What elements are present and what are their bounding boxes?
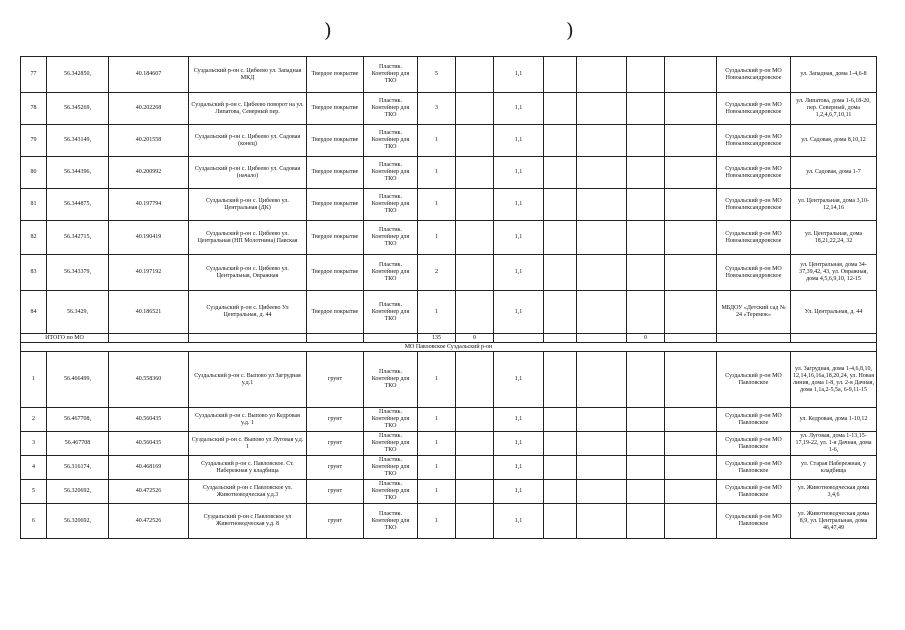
table-row (21, 291, 877, 334)
address-cell: Суздальский р-он с. Цибеево поворот на ул. Липатова, Северный пер. (189, 93, 307, 125)
address-cell: Суздальский р-он с. Выпово ул Луговая у.д. 1 (189, 432, 307, 456)
empty-cell-cell (456, 408, 494, 432)
container-volume-cell: 1,1 (494, 189, 544, 221)
container-type-cell: Пластик. Контейнер для ТКО (364, 157, 418, 189)
latitude-cell: 56.467708 (47, 432, 109, 456)
empty-cell-cell (627, 221, 665, 255)
container-count-cell: 1 (418, 221, 456, 255)
empty-cell-cell (544, 57, 577, 93)
empty-cell-cell (577, 125, 627, 157)
empty-cell-cell (577, 408, 627, 432)
served-objects-cell: Ул. Центральная, д. 44 (791, 291, 877, 334)
empty-cell-cell (577, 291, 627, 334)
latitude-cell: 56.344396, (47, 157, 109, 189)
container-type-cell: Пластик. Контейнер для ТКО (364, 125, 418, 157)
container-volume-cell: 1,1 (494, 255, 544, 291)
address-cell: Суздальский р-он с. Цибеево ул. Садовая (начало) (189, 157, 307, 189)
row-number-cell: 81 (21, 189, 47, 221)
empty-cell-cell (665, 57, 717, 93)
served-objects-cell: ул. Садовая, дома 8,10,12 (791, 125, 877, 157)
container-volume-cell: 1,1 (494, 157, 544, 189)
surface-cell: грунт (307, 504, 364, 539)
longitude-cell: 40.186521 (109, 291, 189, 334)
row-number-cell: 3 (21, 432, 47, 456)
container-type-cell: Пластик. Контейнер для ТКО (364, 456, 418, 480)
empty-cell-cell (544, 408, 577, 432)
empty-cell-cell (665, 125, 717, 157)
empty-cell-cell (665, 456, 717, 480)
empty-cell-cell (577, 352, 627, 408)
empty-cell (544, 334, 577, 343)
empty-cell-cell (627, 93, 665, 125)
empty-cell-cell (627, 408, 665, 432)
empty-cell-cell (456, 221, 494, 255)
latitude-cell: 56.343379, (47, 255, 109, 291)
binder-mark-left: ) (324, 18, 332, 42)
surface-cell: грунт (307, 408, 364, 432)
owner-cell: Суздальский р-он МО Павловское (717, 480, 791, 504)
empty-cell-cell (544, 255, 577, 291)
container-type-cell: Пластик. Контейнер для ТКО (364, 504, 418, 539)
section-title: МО Павловское Суздальский р-он (21, 343, 877, 352)
owner-cell: Суздальский р-он МО Новоалександровское (717, 57, 791, 93)
section-header-row (21, 343, 877, 352)
empty-cell-cell (627, 504, 665, 539)
empty-cell-cell (544, 432, 577, 456)
address-cell: Суздальский р-он с. Цибеево ул. Центральная (НП Молотнина) Павская (189, 221, 307, 255)
total-label: ИТОГО по МО (21, 334, 109, 343)
container-type-cell: Пластик. Контейнер для ТКО (364, 480, 418, 504)
empty-cell-cell (627, 456, 665, 480)
empty-cell-cell (665, 432, 717, 456)
empty-cell-cell (544, 189, 577, 221)
row-number-cell: 78 (21, 93, 47, 125)
container-volume-cell: 1,1 (494, 125, 544, 157)
address-cell: Суздальский р-он с. Цибеево ул. Центральная (ДК) (189, 189, 307, 221)
served-objects-cell: ул. Западная, дома 1-4,6-8 (791, 57, 877, 93)
container-volume-cell: 1,1 (494, 221, 544, 255)
total-zero-2: 0 (627, 334, 665, 343)
empty-cell-cell (456, 157, 494, 189)
longitude-cell: 40.560435 (109, 432, 189, 456)
empty-cell-cell (456, 504, 494, 539)
container-count-cell: 5 (418, 57, 456, 93)
owner-cell: Суздальский р-он МО Павловское (717, 504, 791, 539)
address-cell: Суздальский р-он с. Выпово ул Кедровая у.д. 1 (189, 408, 307, 432)
latitude-cell: 56.320692, (47, 480, 109, 504)
container-count-cell: 1 (418, 125, 456, 157)
table-row (21, 456, 877, 480)
owner-cell: Суздальский р-он МО Павловское (717, 456, 791, 480)
empty-cell-cell (456, 57, 494, 93)
empty-cell-cell (627, 189, 665, 221)
empty-cell (577, 334, 627, 343)
empty-cell-cell (544, 157, 577, 189)
empty-cell-cell (665, 189, 717, 221)
served-objects-cell: ул. Луговая, дома 1-13,15-17,19-22, ул. 1-я Дачная, дома 1-6, (791, 432, 877, 456)
empty-cell-cell (456, 189, 494, 221)
row-number-cell: 80 (21, 157, 47, 189)
surface-cell: грунт (307, 352, 364, 408)
empty-cell-cell (456, 291, 494, 334)
binder-mark-right: ) (566, 18, 574, 42)
owner-cell: Суздальский р-он МО Павловское (717, 408, 791, 432)
container-volume-cell: 1,1 (494, 352, 544, 408)
latitude-cell: 56.344875, (47, 189, 109, 221)
longitude-cell: 40.558360 (109, 352, 189, 408)
empty-cell-cell (544, 93, 577, 125)
container-volume-cell: 1,1 (494, 408, 544, 432)
empty-cell-cell (577, 432, 627, 456)
latitude-cell: 56.343149, (47, 125, 109, 157)
empty-cell-cell (456, 352, 494, 408)
container-count-cell: 1 (418, 291, 456, 334)
address-cell: Суздальский р-он с Павловское ул. Животноводческая у.д.3 (189, 480, 307, 504)
address-cell: Суздальский р-он с. Выпово ул Загрудная у.д.1 (189, 352, 307, 408)
empty-cell-cell (665, 221, 717, 255)
served-objects-cell: ул. Старая Набережная, у кладбища (791, 456, 877, 480)
longitude-cell: 40.202268 (109, 93, 189, 125)
row-number-cell: 4 (21, 456, 47, 480)
table-row (21, 432, 877, 456)
owner-cell: Суздальский р-он МО Павловское (717, 352, 791, 408)
served-objects-cell: ул. Центральная, дома 18,21,22,24, 32 (791, 221, 877, 255)
container-count-cell: 1 (418, 189, 456, 221)
container-count-cell: 1 (418, 456, 456, 480)
latitude-cell: 56.320692, (47, 504, 109, 539)
longitude-cell: 40.472526 (109, 480, 189, 504)
empty-cell-cell (665, 255, 717, 291)
owner-cell: Суздальский р-он МО Новоалександровское (717, 93, 791, 125)
container-type-cell: Пластик. Контейнер для ТКО (364, 432, 418, 456)
empty-cell-cell (665, 157, 717, 189)
container-volume-cell: 1,1 (494, 504, 544, 539)
waste-sites-table (20, 56, 877, 539)
address-cell: Суздальский р-он с. Цибеево Ул Центральная, д. 44 (189, 291, 307, 334)
owner-cell: Суздальский р-он МО Новоалександровское (717, 157, 791, 189)
table-row (21, 189, 877, 221)
served-objects-cell: ул. Загрудная, дома 1-4,6,8,10, 12,14,16,16а,18,20,24, ул. Новая линия, дома 1-8, ул. 2-я Дачная, дома 1,1а,2-5,5а, 6-9,11-15 (791, 352, 877, 408)
empty-cell-cell (665, 352, 717, 408)
row-number-cell: 83 (21, 255, 47, 291)
row-number-cell: 77 (21, 57, 47, 93)
total-zero-1: 0 (456, 334, 494, 343)
owner-cell: Суздальский р-он МО Новоалександровское (717, 125, 791, 157)
owner-cell: МБДОУ «Детский сад № 24 «Теремок» (717, 291, 791, 334)
empty-cell-cell (544, 125, 577, 157)
container-volume-cell: 1,1 (494, 291, 544, 334)
empty-cell (791, 334, 877, 343)
empty-cell-cell (665, 480, 717, 504)
container-count-cell: 1 (418, 480, 456, 504)
container-volume-cell: 1,1 (494, 57, 544, 93)
longitude-cell: 40.200992 (109, 157, 189, 189)
surface-cell: грунт (307, 432, 364, 456)
container-count-cell: 1 (418, 432, 456, 456)
empty-cell-cell (577, 504, 627, 539)
empty-cell-cell (577, 221, 627, 255)
longitude-cell: 40.468169 (109, 456, 189, 480)
container-volume-cell: 1,1 (494, 93, 544, 125)
address-cell: Суздальский р-он с Павловское ул Животноводческая у.д. 8 (189, 504, 307, 539)
container-volume-cell: 1,1 (494, 480, 544, 504)
empty-cell-cell (627, 255, 665, 291)
empty-cell (665, 334, 717, 343)
surface-cell: Твердое покрытие (307, 255, 364, 291)
table-row (21, 221, 877, 255)
container-count-cell: 1 (418, 157, 456, 189)
longitude-cell: 40.197794 (109, 189, 189, 221)
latitude-cell: 56.3429, (47, 291, 109, 334)
table-row (21, 504, 877, 539)
container-type-cell: Пластик. Контейнер для ТКО (364, 57, 418, 93)
container-type-cell: Пластик. Контейнер для ТКО (364, 291, 418, 334)
table-row (21, 57, 877, 93)
empty-cell-cell (627, 480, 665, 504)
empty-cell-cell (627, 57, 665, 93)
empty-cell-cell (544, 291, 577, 334)
surface-cell: Твердое покрытие (307, 93, 364, 125)
row-number-cell: 6 (21, 504, 47, 539)
longitude-cell: 40.190419 (109, 221, 189, 255)
empty-cell-cell (627, 291, 665, 334)
latitude-cell: 56.466499, (47, 352, 109, 408)
empty-cell-cell (577, 480, 627, 504)
total-row (21, 334, 877, 343)
surface-cell: Твердое покрытие (307, 157, 364, 189)
table-row (21, 480, 877, 504)
row-number-cell: 1 (21, 352, 47, 408)
empty-cell-cell (456, 93, 494, 125)
address-cell: Суздальский р-он с. Цибеево ул. Садовая (конец) (189, 125, 307, 157)
container-type-cell: Пластик. Контейнер для ТКО (364, 221, 418, 255)
row-number-cell: 2 (21, 408, 47, 432)
empty-cell-cell (577, 456, 627, 480)
empty-cell-cell (627, 157, 665, 189)
served-objects-cell: ул. Садовая, дома 1-7 (791, 157, 877, 189)
empty-cell (189, 334, 307, 343)
container-count-cell: 3 (418, 93, 456, 125)
empty-cell-cell (544, 352, 577, 408)
container-volume-cell: 1,1 (494, 456, 544, 480)
empty-cell-cell (665, 291, 717, 334)
empty-cell-cell (577, 93, 627, 125)
address-cell: Суздальский р-он с. Цибеево ул. Центральная, Овражная (189, 255, 307, 291)
container-volume-cell: 1,1 (494, 432, 544, 456)
table-row (21, 93, 877, 125)
row-number-cell: 84 (21, 291, 47, 334)
latitude-cell: 56.316174, (47, 456, 109, 480)
served-objects-cell: ул. Центральная, дома 34-37,39,42, 43, ул. Овражная, дома 4,5,6,9,10, 12-15 (791, 255, 877, 291)
longitude-cell: 40.197192 (109, 255, 189, 291)
latitude-cell: 56.342715, (47, 221, 109, 255)
empty-cell-cell (544, 504, 577, 539)
container-type-cell: Пластик. Контейнер для ТКО (364, 352, 418, 408)
total-containers: 135 (418, 334, 456, 343)
empty-cell-cell (577, 157, 627, 189)
served-objects-cell: ул. Кедровая, дома 1-10,12 (791, 408, 877, 432)
row-number-cell: 82 (21, 221, 47, 255)
row-number-cell: 79 (21, 125, 47, 157)
empty-cell-cell (456, 480, 494, 504)
surface-cell: грунт (307, 456, 364, 480)
empty-cell (494, 334, 544, 343)
empty-cell-cell (627, 432, 665, 456)
empty-cell-cell (627, 125, 665, 157)
empty-cell-cell (544, 221, 577, 255)
empty-cell-cell (577, 189, 627, 221)
latitude-cell: 56.467708, (47, 408, 109, 432)
container-type-cell: Пластик. Контейнер для ТКО (364, 189, 418, 221)
surface-cell: Твердое покрытие (307, 57, 364, 93)
served-objects-cell: ул. Центральная, дома 3,10-12,14,16 (791, 189, 877, 221)
empty-cell-cell (456, 456, 494, 480)
longitude-cell: 40.560435 (109, 408, 189, 432)
container-count-cell: 1 (418, 504, 456, 539)
longitude-cell: 40.184607 (109, 57, 189, 93)
container-count-cell: 1 (418, 352, 456, 408)
surface-cell: Твердое покрытие (307, 291, 364, 334)
empty-cell (717, 334, 791, 343)
address-cell: Суздальский р-он с. Павловское. Ст. Набережная у кладбища (189, 456, 307, 480)
longitude-cell: 40.201558 (109, 125, 189, 157)
table-row (21, 157, 877, 189)
empty-cell-cell (456, 125, 494, 157)
latitude-cell: 56.345269, (47, 93, 109, 125)
empty-cell-cell (577, 255, 627, 291)
empty-cell-cell (544, 456, 577, 480)
empty-cell-cell (456, 432, 494, 456)
owner-cell: Суздальский р-он МО Новоалександровское (717, 221, 791, 255)
container-count-cell: 2 (418, 255, 456, 291)
owner-cell: Суздальский р-он МО Новоалександровское (717, 255, 791, 291)
surface-cell: Твердое покрытие (307, 221, 364, 255)
served-objects-cell: ул. Животноводческая дома 3,4,6 (791, 480, 877, 504)
empty-cell-cell (544, 480, 577, 504)
empty-cell-cell (665, 408, 717, 432)
empty-cell-cell (577, 57, 627, 93)
container-type-cell: Пластик. Контейнер для ТКО (364, 408, 418, 432)
empty-cell (109, 334, 189, 343)
row-number-cell: 5 (21, 480, 47, 504)
empty-cell-cell (456, 255, 494, 291)
container-type-cell: Пластик. Контейнер для ТКО (364, 93, 418, 125)
container-count-cell: 1 (418, 408, 456, 432)
empty-cell-cell (665, 93, 717, 125)
served-objects-cell: ул. Липатова, дома 1-6,18-20, пер. Северный, дома 1,2,4,6,7,10,11 (791, 93, 877, 125)
latitude-cell: 56.342850, (47, 57, 109, 93)
empty-cell (364, 334, 418, 343)
table-row (21, 352, 877, 408)
surface-cell: Твердое покрытие (307, 189, 364, 221)
longitude-cell: 40.472526 (109, 504, 189, 539)
table-row (21, 408, 877, 432)
table-row (21, 125, 877, 157)
owner-cell: Суздальский р-он МО Павловское (717, 432, 791, 456)
served-objects-cell: ул. Животноводческая дома 8,9, ул. Центральная, дома 46,47,49 (791, 504, 877, 539)
empty-cell-cell (627, 352, 665, 408)
container-type-cell: Пластик. Контейнер для ТКО (364, 255, 418, 291)
owner-cell: Суздальский р-он МО Новоалександровское (717, 189, 791, 221)
table-row (21, 255, 877, 291)
empty-cell (307, 334, 364, 343)
surface-cell: Твердое покрытие (307, 125, 364, 157)
address-cell: Суздальский р-он с. Цибеево ул. Западная МКД (189, 57, 307, 93)
empty-cell-cell (665, 504, 717, 539)
surface-cell: грунт (307, 480, 364, 504)
